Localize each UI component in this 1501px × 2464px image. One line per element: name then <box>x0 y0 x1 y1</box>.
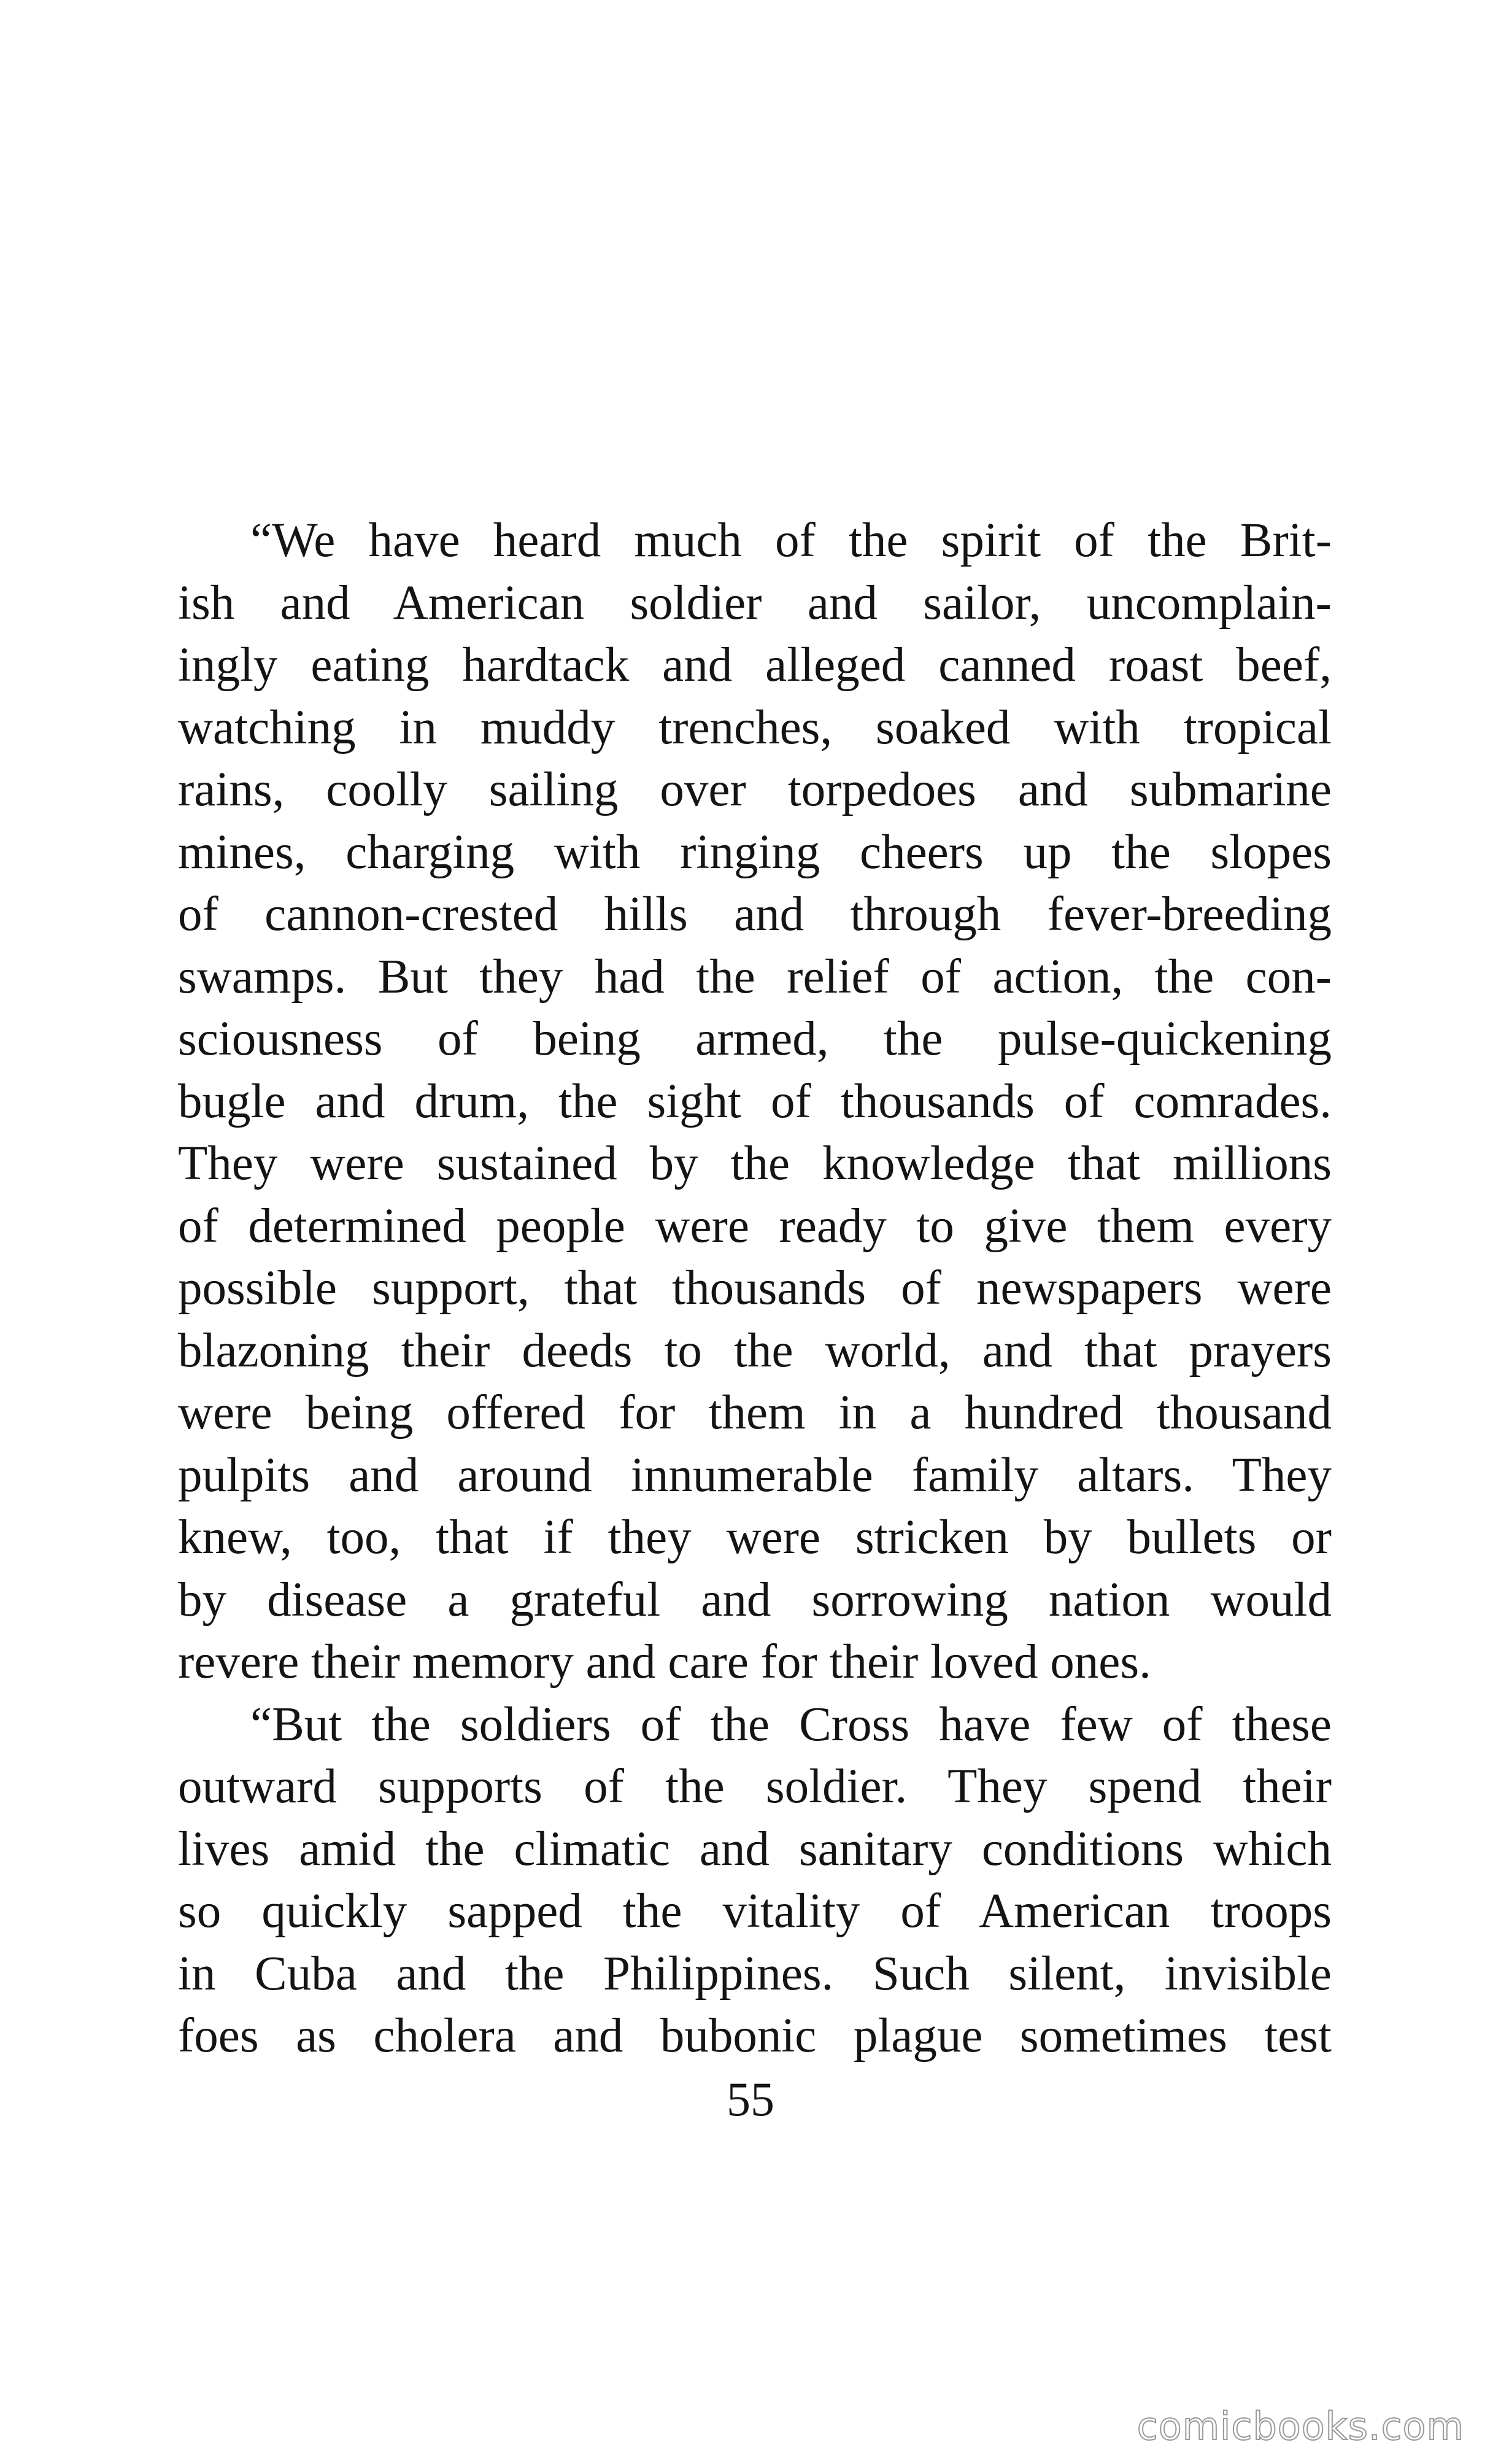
text-line: pulpits and around innumerable family altars. They <box>178 1448 1332 1502</box>
text-line: revere their memory and care for their loved ones. <box>178 1635 1151 1689</box>
text-line: possible support, that thousands of newspapers were <box>178 1261 1332 1315</box>
page-number: 55 <box>727 2072 774 2126</box>
text-line: ingly eating hardtack and alleged canned roast beef, <box>178 638 1332 692</box>
watermark: comicbooks.com <box>1136 2404 1464 2449</box>
text-line: “But the soldiers of the Cross have few of these <box>250 1697 1332 1751</box>
text-line: foes as cholera and bubonic plague sometimes test <box>178 2009 1332 2063</box>
text-line: knew, too, that if they were stricken by bullets or <box>178 1511 1332 1564</box>
text-line: swamps. But they had the relief of action, the con- <box>178 950 1332 1004</box>
text-line: lives amid the climatic and sanitary conditions which <box>178 1822 1332 1876</box>
text-line: of determined people were ready to give them every <box>178 1199 1332 1253</box>
text-line: sciousness of being armed, the pulse-quickening <box>178 1012 1332 1066</box>
text-line: blazoning their deeds to the world, and that prayers <box>178 1323 1332 1377</box>
text-line: outward supports of the soldier. They spend their <box>178 1760 1332 1813</box>
body-text <box>178 509 1332 2067</box>
text-line: so quickly sapped the vitality of American troops <box>178 1885 1332 1938</box>
text-line: of cannon-crested hills and through fever-breeding <box>178 888 1332 941</box>
text-line: mines, charging with ringing cheers up the slopes <box>178 825 1332 879</box>
text-line: rains, coolly sailing over torpedoes and submarine <box>178 763 1332 816</box>
text-line: “We have heard much of the spirit of the Brit- <box>250 514 1332 567</box>
text-line: watching in muddy trenches, soaked with tropical <box>178 700 1332 754</box>
text-line: They were sustained by the knowledge that millions <box>178 1137 1332 1190</box>
text-line: bugle and drum, the sight of thousands of comrades. <box>178 1074 1332 1128</box>
text-line: in Cuba and the Philippines. Such silent, invisible <box>178 1947 1332 2001</box>
text-line: by disease a grateful and sorrowing nation would <box>178 1573 1332 1627</box>
text-line: were being offered for them in a hundred thousand <box>178 1386 1332 1439</box>
text-line: ish and American soldier and sailor, uncomplain- <box>178 576 1332 630</box>
